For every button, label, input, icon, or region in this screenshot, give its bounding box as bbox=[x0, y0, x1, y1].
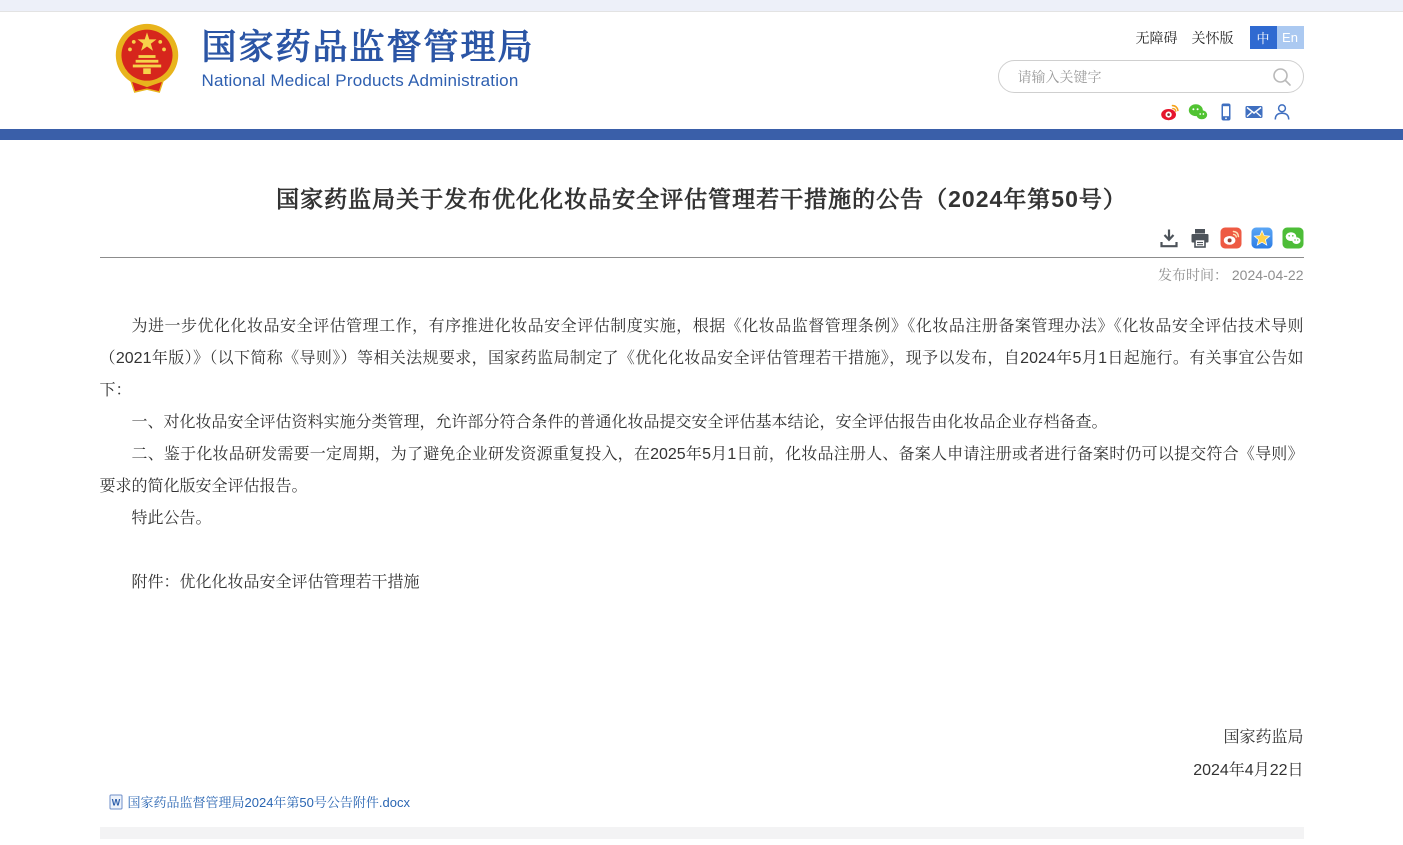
publish-date-row bbox=[100, 267, 1304, 284]
quick-links bbox=[998, 26, 1304, 49]
download-icon[interactable] bbox=[1158, 227, 1180, 249]
mail-icon[interactable] bbox=[1244, 102, 1264, 122]
share-qzone-icon[interactable] bbox=[1251, 227, 1273, 249]
wechat-icon[interactable] bbox=[1188, 102, 1208, 122]
search-input[interactable] bbox=[1016, 68, 1266, 86]
attachment-download-link[interactable]: 国家药品监督管理局2024年第50号公告附件.docx bbox=[127, 795, 410, 810]
accessibility-link[interactable]: 无障碍 bbox=[1135, 29, 1178, 46]
print-icon[interactable] bbox=[1189, 227, 1211, 249]
footer-edge bbox=[100, 827, 1304, 839]
site-header bbox=[0, 12, 1403, 129]
signature-date: 2024年4月22日 bbox=[1193, 762, 1304, 779]
mobile-icon[interactable] bbox=[1216, 102, 1236, 122]
blue-divider-band bbox=[0, 129, 1403, 140]
paragraph: 特此公告。 bbox=[131, 510, 212, 527]
site-title-zh: 国家药品监督管理局 bbox=[201, 28, 535, 67]
site-logo[interactable] bbox=[112, 21, 535, 98]
lang-zh-button[interactable]: 中 bbox=[1250, 26, 1277, 49]
user-icon[interactable] bbox=[1272, 102, 1292, 122]
lang-en-button[interactable]: En bbox=[1277, 26, 1304, 49]
care-version-link[interactable]: 关怀版 bbox=[1191, 29, 1234, 46]
article-title: 国家药监局关于发布优化化妆品安全评估管理若干措施的公告（2024年第50号） bbox=[276, 186, 1127, 212]
paragraph: 为进一步优化化妆品安全评估管理工作，有序推进化妆品安全评估制度实施，根据《化妆品监督管理条例》《化妆品注册备案管理办法》《化妆品安全评估技术导则（2021年版）》（以下简称《导则》）等相关法规要求，国家药监局制定了《优化化妆品安全评估管理若干措施》，现予以发布，自2024年5月1日起施行。有关事宜公告如下： bbox=[99, 318, 1304, 399]
site-title-en: National Medical Products Administration bbox=[201, 71, 519, 90]
article-tools bbox=[100, 227, 1304, 249]
attachment-row bbox=[100, 792, 1304, 811]
svg-text:W: W bbox=[111, 797, 120, 807]
publish-date-label: 发布时间： bbox=[1157, 267, 1228, 283]
signature-org: 国家药监局 bbox=[1223, 729, 1304, 746]
search-icon[interactable] bbox=[1271, 66, 1293, 88]
search-box bbox=[998, 60, 1304, 93]
word-doc-icon bbox=[108, 794, 124, 810]
article bbox=[100, 184, 1304, 839]
title-divider bbox=[100, 257, 1304, 258]
share-wechat-icon[interactable] bbox=[1282, 227, 1304, 249]
paragraph: 二、鉴于化妆品研发需要一定周期，为了避免企业研发资源重复投入，在2025年5月1日前，化妆品注册人、备案人申请注册或者进行备案时仍可以提交符合《导则》要求的简化版安全评估报告。 bbox=[99, 446, 1304, 495]
top-strip bbox=[0, 0, 1403, 12]
paragraph: 一、对化妆品安全评估资料实施分类管理，允许部分符合条件的普通化妆品提交安全评估基本结论，安全评估报告由化妆品企业存档备查。 bbox=[131, 414, 1108, 431]
share-weibo-icon[interactable] bbox=[1220, 227, 1242, 249]
attachment-note: 附件：优化化妆品安全评估管理若干措施 bbox=[131, 574, 420, 591]
national-emblem-icon bbox=[112, 21, 182, 98]
language-switcher bbox=[1250, 26, 1304, 49]
social-links bbox=[998, 102, 1304, 122]
weibo-icon[interactable] bbox=[1160, 102, 1180, 122]
publish-date-value: 2024-04-22 bbox=[1231, 267, 1304, 283]
article-body bbox=[100, 311, 1304, 599]
signature-block bbox=[100, 721, 1304, 787]
